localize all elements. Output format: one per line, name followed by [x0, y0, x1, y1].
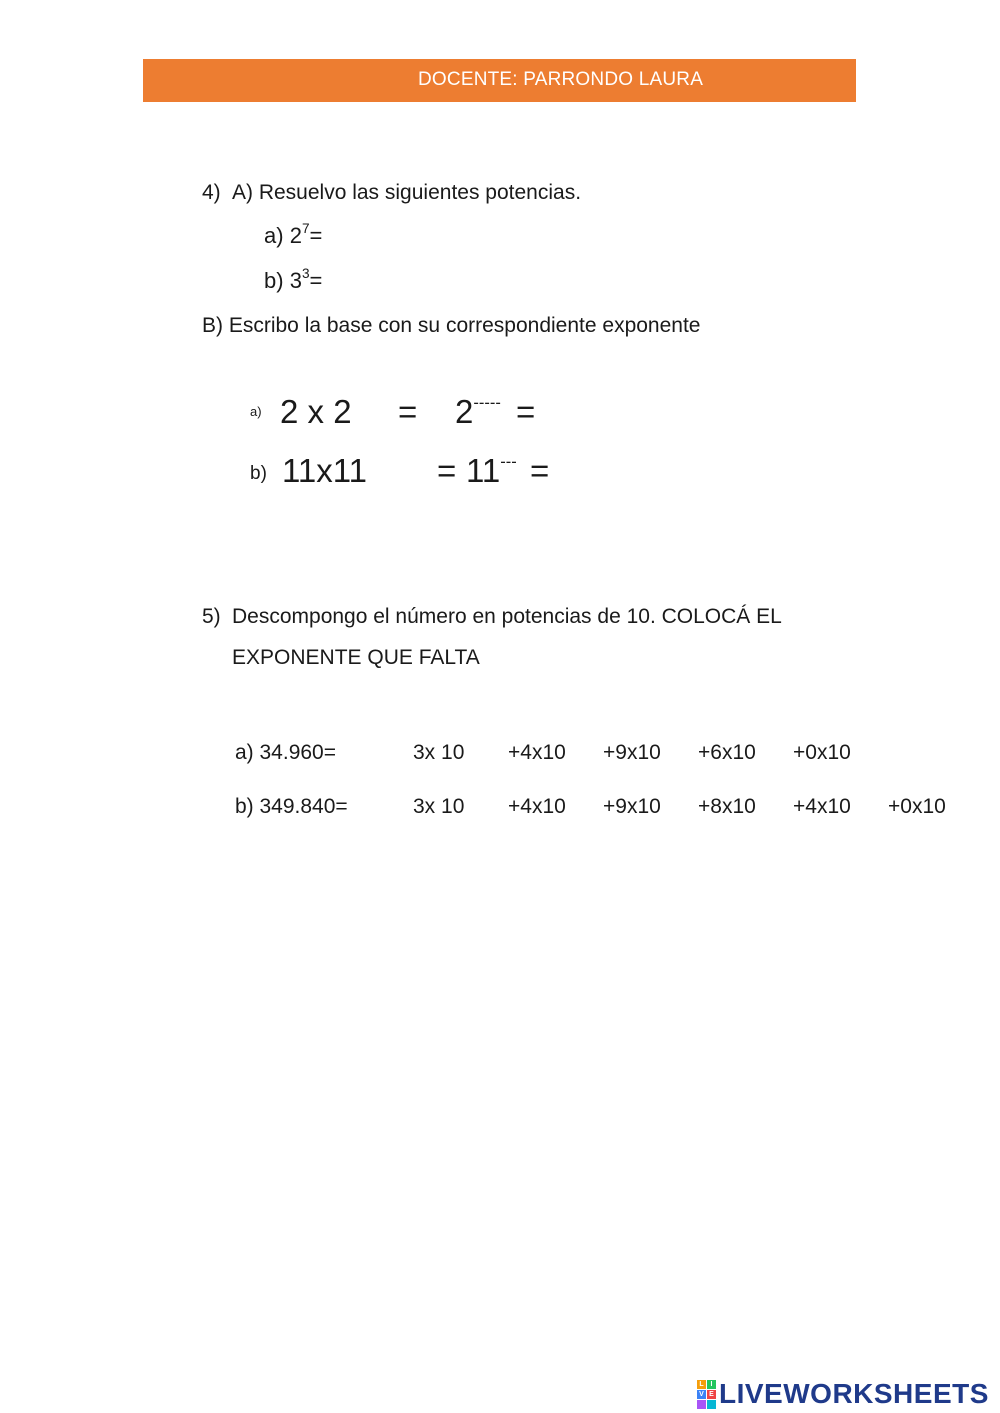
question-4-item-b [264, 265, 323, 294]
logo-mark-icon: L I V E [697, 1380, 716, 1409]
part-b-item-a-base: 2 [455, 393, 474, 430]
decomposition-term: +4x10 [508, 795, 566, 818]
part-b-item-a-label: a) [250, 404, 262, 419]
decomposition-term: +0x10 [793, 741, 851, 764]
part-b-item-b-equals: = [437, 452, 457, 489]
part-b-item-b-exponent-blank[interactable]: --- [500, 453, 517, 472]
part-b-item-a-tail: = [516, 393, 536, 430]
question-4-part-a: A) Resuelvo las siguientes potencias. [232, 181, 582, 204]
question-4-item-a [264, 220, 323, 249]
question-5-line-1: Descompongo el número en potencias de 10. COLOCÁ EL [232, 605, 782, 628]
question-5-line-2: EXPONENTE QUE FALTA [232, 646, 480, 669]
part-b-item-a-equals: = [398, 393, 418, 430]
decomposition-term: +9x10 [603, 741, 661, 764]
part-b-item-a-power [455, 393, 501, 431]
decomposition-term: +6x10 [698, 741, 756, 764]
item-a-base: 2 [289, 223, 302, 248]
decomposition-row-b-label: b) 349.840= [235, 795, 348, 818]
decomposition-term: +4x10 [508, 741, 566, 764]
decomposition-term: 3x 10 [413, 795, 465, 818]
header-title: DOCENTE: PARRONDO LAURA [418, 69, 704, 90]
part-b-item-a-exponent-blank[interactable]: ----- [473, 394, 501, 413]
item-a-exponent: 7 [301, 220, 310, 236]
item-b-label: b) [264, 268, 284, 293]
decomposition-term: +4x10 [793, 795, 851, 818]
decomposition-term: 3x 10 [413, 741, 465, 764]
part-b-item-b-expression: 11x11 [282, 452, 368, 489]
item-a-equals: = [309, 223, 323, 248]
liveworksheets-logo [697, 1378, 989, 1410]
item-b-base: 3 [289, 268, 302, 293]
part-b-item-b-power [466, 452, 517, 490]
decomposition-term: +0x10 [888, 795, 946, 818]
item-b-exponent: 3 [301, 265, 310, 281]
decomposition-term: +9x10 [603, 795, 661, 818]
question-4-part-b: B) Escribo la base con su correspondiente exponente [202, 314, 701, 337]
question-5-number: 5) [202, 605, 221, 628]
question-4-number: 4) [202, 181, 221, 204]
item-a-label: a) [264, 223, 284, 248]
decomposition-term: +8x10 [698, 795, 756, 818]
part-b-item-a-expression: 2 x 2 [280, 393, 352, 430]
item-b-equals: = [309, 268, 323, 293]
part-b-item-b-base: 11 [466, 452, 501, 489]
logo-text: LIVEWORKSHEETS [719, 1378, 989, 1409]
part-b-item-b-label: b) [250, 463, 267, 484]
decomposition-row-a-label: a) 34.960= [235, 741, 337, 764]
part-b-item-b-tail: = [530, 452, 550, 489]
